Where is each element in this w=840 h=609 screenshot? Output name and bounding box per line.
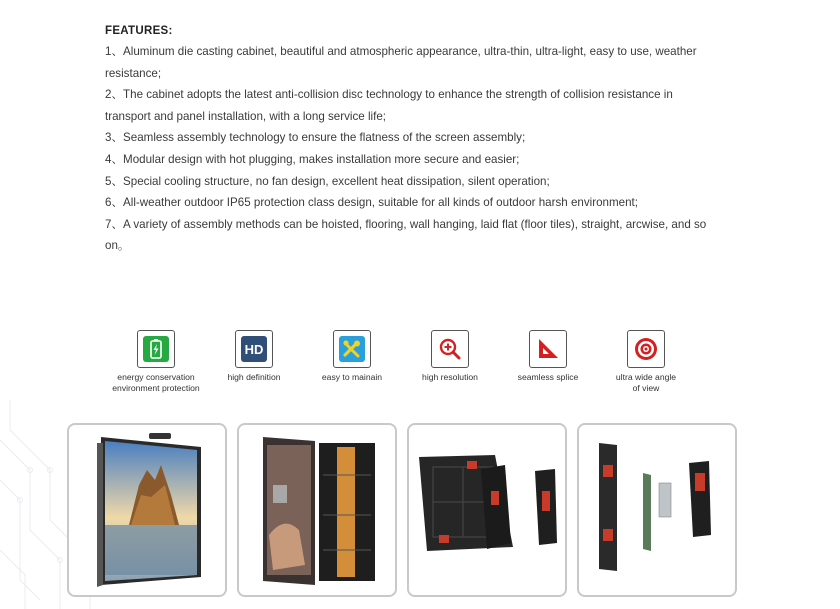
- product-photo-cabinet-front-back: [237, 423, 397, 597]
- feature-item: 5、Special cooling structure, no fan design, excellent heat dissipation, silent operation;: [105, 174, 550, 188]
- feature-item: 4、Modular design with hot plugging, makes installation more secure and easier;: [105, 152, 520, 166]
- feature-icon-view-angle: [590, 330, 702, 393]
- feature-item: 1、Aluminum die casting cabinet, beautiful and atmospheric appearance, ultra-thin, ultra-light, easy to use, weather resistance;: [105, 45, 697, 80]
- icon-label: seamless splice: [517, 372, 579, 382]
- feature-item: 7、A variety of assembly methods can be hoisted, flooring, wall hanging, laid flat (floor tiles), straight, arcwise, and so on。: [105, 217, 707, 253]
- product-photo-exploded-view: [577, 423, 737, 597]
- icon-label: energy conservation environment protection: [112, 372, 200, 393]
- product-photo-screen-front: [67, 423, 227, 597]
- icon-label: easy to mainain: [321, 372, 383, 382]
- feature-item: 2、The cabinet adopts the latest anti-collision disc technology to enhance the strength of collision resistance in transport and panel installation, with a long service life;: [105, 88, 673, 123]
- target-icon: [627, 330, 665, 368]
- product-photo-cabinet-back: [407, 423, 567, 597]
- svg-text:HD: HD: [244, 342, 264, 357]
- feature-icon-resolution: [394, 330, 506, 383]
- feature-item: 6、All-weather outdoor IP65 protection class design, suitable for all kinds of outdoor harsh environment;: [105, 196, 638, 210]
- zoom-icon: [431, 330, 469, 368]
- feature-icons-row: [100, 330, 700, 400]
- battery-icon: [137, 330, 175, 368]
- icon-label: high resolution: [422, 372, 478, 382]
- icon-label: ultra wide angle of view: [615, 372, 677, 393]
- tools-icon: [333, 330, 371, 368]
- feature-icon-maintain: [296, 330, 408, 383]
- hd-icon: [235, 330, 273, 368]
- features-heading: FEATURES:: [105, 25, 173, 37]
- feature-icon-splice: [492, 330, 604, 383]
- feature-icon-hd: [198, 330, 310, 383]
- set-square-icon: [529, 330, 567, 368]
- features-section: [105, 22, 715, 257]
- feature-item: 3、Seamless assembly technology to ensure the flatness of the screen assembly;: [105, 131, 526, 145]
- icon-label: high definition: [227, 372, 281, 382]
- feature-icon-energy: [100, 330, 212, 393]
